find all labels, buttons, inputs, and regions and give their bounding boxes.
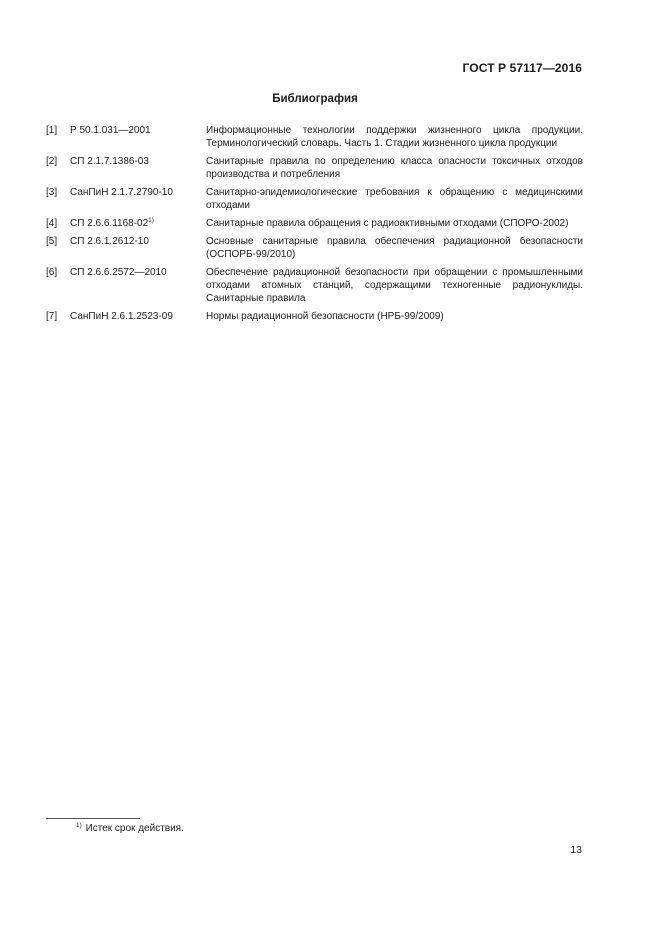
page-number: 13 <box>570 844 582 856</box>
entry-code-text: СП 2.6.6.1168-02 <box>70 218 149 229</box>
entry-description: Информационные технологии поддержки жизненного цикла продукции. Терминологический словарь. Часть 1. Стадии жизненного цикла продукции <box>206 125 583 149</box>
entry-code <box>70 124 206 150</box>
bibliography-list <box>46 124 583 328</box>
bibliography-entry <box>46 124 583 150</box>
bibliography-entry <box>46 217 583 230</box>
entry-number: [3] <box>46 187 58 198</box>
entry-code <box>70 155 206 181</box>
bibliography-entry <box>46 155 583 181</box>
entry-number: [7] <box>46 311 58 322</box>
footnote-marker: 1) <box>76 822 82 829</box>
entry-code-text: СП 2.6.6.2572—2010 <box>70 267 167 278</box>
entry-code <box>70 217 206 230</box>
entry-code-text: Р 50.1.031—2001 <box>70 125 151 136</box>
bibliography-entry <box>46 235 583 261</box>
entry-code <box>70 310 206 323</box>
entry-code-text: СП 2.6.1.2612-10 <box>70 236 149 247</box>
footnote <box>76 823 184 834</box>
entry-number: [2] <box>46 156 58 167</box>
entry-code-text: СанПиН 2.6.1.2523-09 <box>70 311 173 322</box>
entry-description: Нормы радиационной безопасности (НРБ-99/2009) <box>206 311 444 322</box>
entry-number: [1] <box>46 125 58 136</box>
bibliography-entry <box>46 310 583 323</box>
entry-number: [6] <box>46 267 58 278</box>
entry-code-footnote-marker: 1) <box>148 217 154 224</box>
footnote-separator <box>46 818 140 819</box>
bibliography-entry <box>46 186 583 212</box>
section-title: Библиография <box>272 93 358 105</box>
entry-description: Обеспечение радиационной безопасности при обращении с промышленными отходами атомных станций, содержащими техногенные радионуклиды. Санитарные правила <box>206 267 583 304</box>
entry-code-text: СП 2.1.7.1386-03 <box>70 156 149 167</box>
entry-number: [5] <box>46 236 58 247</box>
entry-code <box>70 186 206 212</box>
entry-description: Основные санитарные правила обеспечения радиационной безопасности (ОСПОРБ-99/2010) <box>206 236 583 260</box>
bibliography-entry <box>46 266 583 305</box>
entry-description: Санитарные правила по определению класса опасности токсичных отходов производства и потребления <box>206 156 583 180</box>
footnote-text: Истек срок действия. <box>85 823 184 834</box>
entry-code <box>70 235 206 261</box>
entry-code <box>70 266 206 305</box>
document-code: ГОСТ Р 57117—2016 <box>462 61 582 75</box>
entry-description: Санитарные правила обращения с радиоактивными отходами (СПОРО-2002) <box>206 218 569 229</box>
entry-code-text: СанПиН 2.1.7.2790-10 <box>70 187 173 198</box>
entry-number: [4] <box>46 218 58 229</box>
entry-description: Санитарно-эпидемиологические требования к обращению с медицинскими отходами <box>206 187 583 211</box>
